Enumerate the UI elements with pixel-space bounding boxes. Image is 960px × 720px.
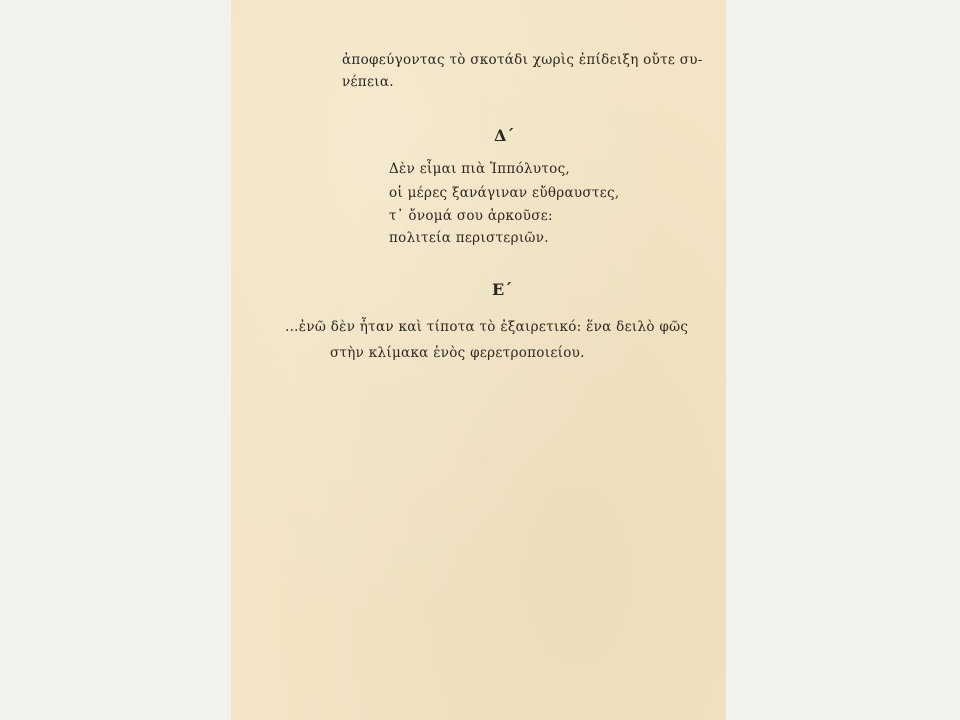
section-heading-delta: Δ΄ — [494, 126, 515, 145]
poem-line-1: Δὲν εἶμαι πιὰ Ἱππόλυτος, — [389, 161, 571, 177]
poem-line-4: πολιτεία περιστεριῶν. — [389, 230, 549, 246]
book-page — [231, 0, 726, 720]
prose-line-1: ἀποφεύγοντας τὸ σκοτάδι χωρὶς ἐπίδειξη οὔτε συ- — [342, 52, 703, 68]
section-heading-epsilon: Ε΄ — [492, 280, 513, 299]
fragment-line-1: ...ἐνῶ δὲν ἦταν καὶ τίποτα τὸ ἐξαιρετικό: ἕνα δειλὸ φῶς — [285, 319, 689, 335]
poem-line-2: οἱ μέρες ξανάγιναν εὔθραυστες, — [389, 185, 620, 201]
prose-line-2: νέπεια. — [342, 74, 394, 90]
poem-line-3: τ᾿ ὄνομά σου ἀρκοῦσε: — [389, 208, 553, 224]
fragment-line-2: στὴν κλίμακα ἑνὸς φερετροποιείου. — [330, 345, 585, 361]
